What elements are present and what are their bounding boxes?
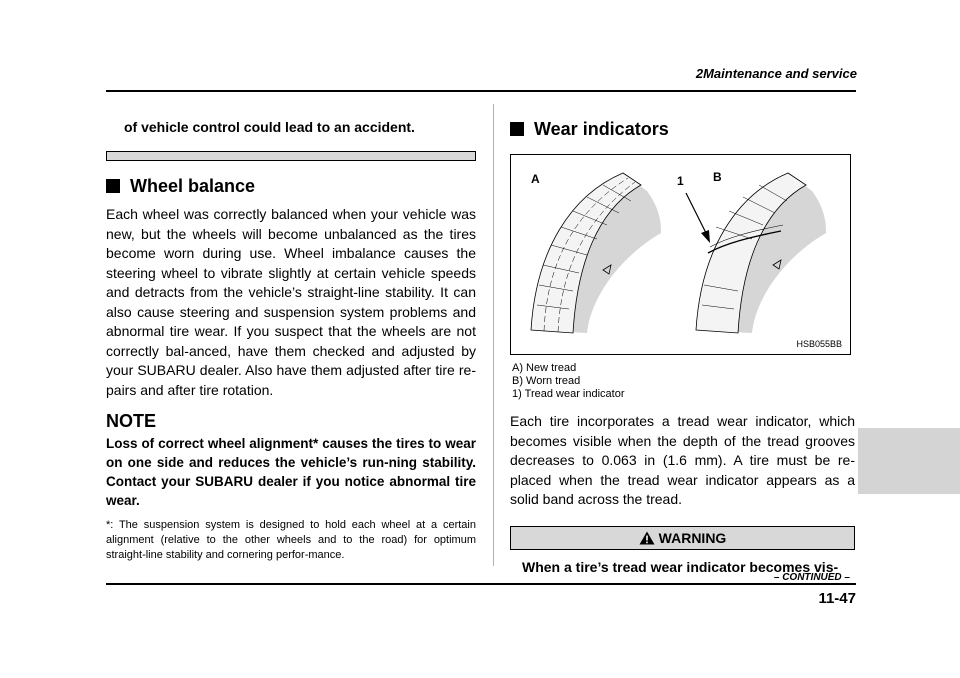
wear-indicators-body: Each tire incorporates a tread wear indicator, which becomes visible when the depth of the tread grooves decreases to 0.063 in (1.6 mm). A tire must be re-placed when the tread wear indicator appears as a solid band across the tread. [510, 413, 855, 507]
figure-label-a: A [531, 172, 540, 186]
warning-triangle-icon [639, 531, 655, 545]
figure-label-b: B [713, 170, 722, 184]
legend-item: 1) Tread wear indicator [512, 388, 625, 400]
wear-indicators-heading-text: Wear indicators [534, 119, 669, 139]
header-rule [106, 90, 856, 92]
heading-square-icon [510, 122, 524, 136]
wheel-balance-body: Each wheel was correctly balanced when your vehicle was new, but the wheels will become unbalanced as the tires become worn during use. Wheel imbalance causes the steering wheel to vibrate slightly at certain vehicle speeds and detracts from the vehicle’s straight-line stability. It can also cause steering and suspension system problems and abnormal tire wear. If you suspect that the wheels are not correctly bal-anced, have them checked and adjusted by your SUBARU dealer. Also have them adjusted after tire re-pairs and after tire rotation. [106, 206, 476, 398]
section-side-tab [858, 428, 960, 494]
footer-rule [106, 583, 856, 585]
figure-label-1: 1 [677, 174, 684, 188]
new-tread-tire [531, 173, 661, 333]
indicator-arrow [686, 193, 710, 243]
left-column [106, 118, 476, 563]
warning-continued-text: of vehicle control could lead to an accident. [124, 119, 415, 135]
page-number: 11-47 [818, 590, 856, 607]
right-column [510, 118, 855, 577]
warning-text: When a tire’s tread wear indicator becomes vis- [522, 558, 839, 575]
legend-item: A) New tread [512, 362, 577, 374]
note-text: Loss of correct wheel alignment* causes the tires to wear on one side and reduces the vehicle’s run-ning stability. Contact your SUBARU dealer if you notice abnormal tire wear. [106, 436, 476, 508]
note-title: NOTE [106, 411, 157, 431]
warning-label: WARNING [658, 529, 727, 546]
column-divider [493, 104, 494, 566]
wheel-balance-heading-text: Wheel balance [130, 176, 256, 196]
continued-label: – CONTINUED – [773, 572, 850, 583]
worn-tread-tire [696, 173, 826, 333]
figure-legend [510, 362, 855, 401]
header-title: 2Maintenance and service [695, 66, 857, 81]
heading-square-icon [106, 179, 120, 193]
warning-box [510, 526, 855, 550]
tread-wear-figure [510, 154, 851, 355]
figure-code: HSB055BB [796, 339, 842, 349]
footnote: *: The suspension system is designed to hold each wheel at a certain alignment (relative to the other wheels and to the road) for optimum straight-line stability and cornering perfor-mance. [106, 519, 476, 561]
legend-item: B) Worn tread [512, 375, 581, 387]
warning-end-bar [106, 151, 476, 161]
tire-tread-illustration [511, 155, 852, 356]
wear-indicators-heading [510, 118, 855, 140]
wheel-balance-heading [106, 175, 476, 197]
